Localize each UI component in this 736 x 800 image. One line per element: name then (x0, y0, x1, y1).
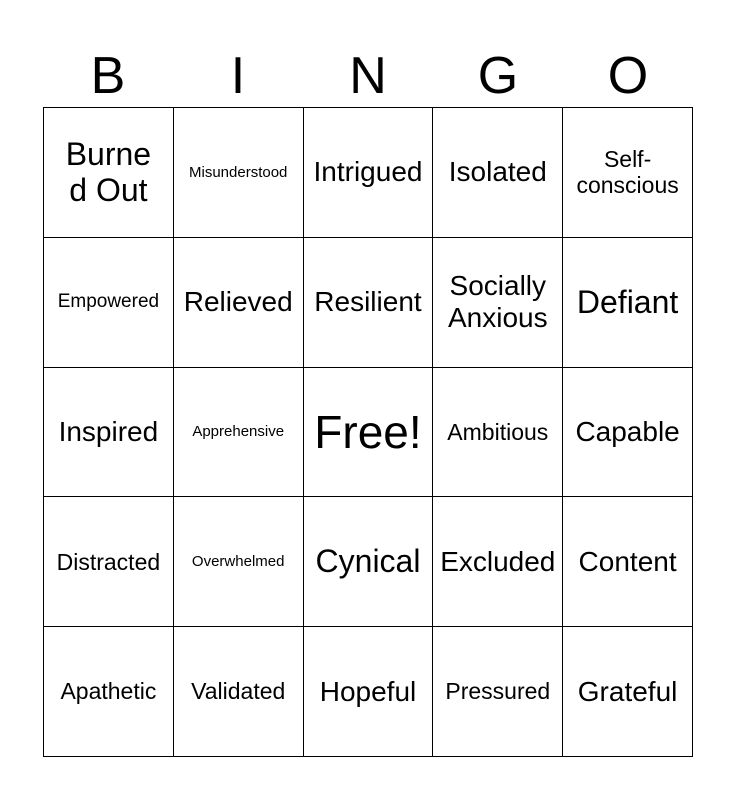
header-letter-g: G (477, 47, 519, 105)
bingo-header (43, 44, 693, 108)
bingo-cell-r4-c5[interactable] (563, 497, 693, 627)
cell-label: Cynical (315, 543, 421, 580)
cell-label: Misunderstood (189, 163, 288, 181)
header-letter-n: N (349, 47, 387, 105)
bingo-cell-r1-c1[interactable] (44, 108, 174, 238)
header-letter-i: I (230, 47, 246, 105)
cell-label: Defiant (576, 283, 679, 320)
cell-label: Socially Anxious (447, 270, 548, 334)
bingo-cell-r1-c5[interactable] (563, 108, 693, 238)
free-space-label: Free! (314, 405, 422, 458)
bingo-cell-r2-c4[interactable] (433, 238, 563, 368)
cell-label: Inspired (58, 415, 159, 447)
bingo-cell-r2-c1[interactable] (44, 238, 174, 368)
bingo-cell-r4-c4[interactable] (433, 497, 563, 627)
bingo-cell-r4-c2[interactable] (174, 497, 304, 627)
bingo-cell-r2-c2[interactable] (174, 238, 304, 368)
cell-label: Isolated (448, 156, 547, 188)
bingo-cell-r5-c4[interactable] (433, 627, 563, 757)
header-letter-b: B (90, 47, 126, 105)
bingo-cell-r4-c3[interactable] (304, 497, 434, 627)
cell-label: Validated (191, 678, 286, 705)
bingo-cell-r5-c1[interactable] (44, 627, 174, 757)
bingo-cell-r2-c5[interactable] (563, 238, 693, 368)
bingo-cell-r2-c3[interactable] (304, 238, 434, 368)
bingo-cell-r3-c3[interactable] (304, 368, 434, 498)
bingo-cell-r1-c3[interactable] (304, 108, 434, 238)
bingo-cell-r1-c2[interactable] (174, 108, 304, 238)
cell-label: Content (578, 545, 677, 577)
bingo-cell-r5-c5[interactable] (563, 627, 693, 757)
cell-label: Pressured (445, 678, 551, 705)
cell-label: Capable (575, 415, 680, 447)
cell-label: Apathetic (60, 678, 157, 705)
cell-label: Hopeful (319, 675, 417, 707)
cell-label: Excluded (440, 545, 556, 577)
cell-label: Overwhelmed (191, 553, 285, 571)
cell-label: Grateful (577, 675, 678, 707)
header-letter-o: O (607, 47, 649, 105)
bingo-cell-r1-c4[interactable] (433, 108, 563, 238)
cell-label: Resilient (314, 286, 422, 318)
cell-label: Burned Out (65, 135, 152, 209)
cell-label: Ambitious (447, 418, 549, 445)
bingo-cell-r3-c2[interactable] (174, 368, 304, 498)
cell-label: Apprehensive (192, 423, 285, 441)
bingo-cell-r3-c4[interactable] (433, 368, 563, 498)
cell-label: Intrigued (313, 156, 423, 188)
bingo-cell-r3-c1[interactable] (44, 368, 174, 498)
bingo-cell-r3-c5[interactable] (563, 368, 693, 498)
cell-label: Relieved (183, 286, 293, 318)
cell-label: Empowered (57, 291, 160, 313)
bingo-cell-r4-c1[interactable] (44, 497, 174, 627)
bingo-board (43, 107, 693, 757)
bingo-cell-r5-c2[interactable] (174, 627, 304, 757)
cell-label: Self-conscious (576, 145, 679, 199)
cell-label: Distracted (56, 548, 161, 575)
bingo-cell-r5-c3[interactable] (304, 627, 434, 757)
